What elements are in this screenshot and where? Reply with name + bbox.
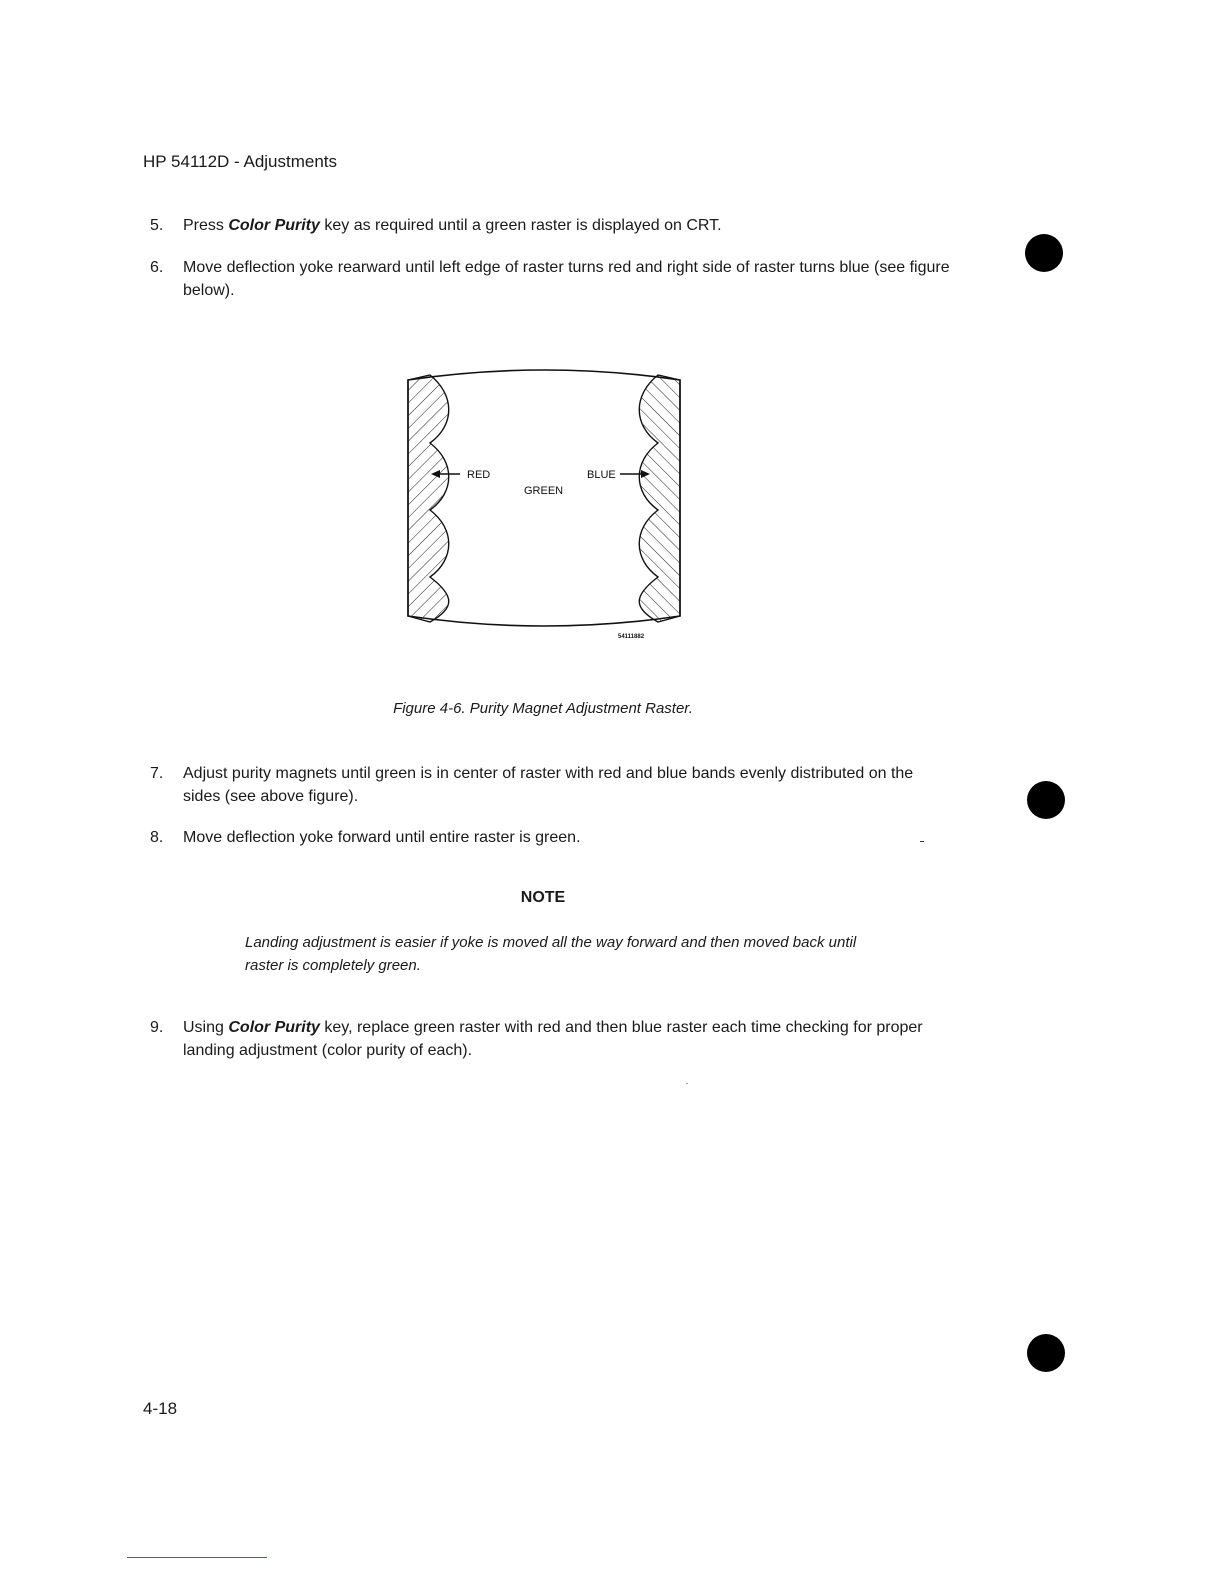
step-number: 7. xyxy=(150,765,164,782)
figure-reference-code: 54111882 xyxy=(618,634,645,640)
step-text xyxy=(183,214,953,237)
note-text: Landing adjustment is easier if yoke is moved all the way forward and then moved back until raster is completely green. xyxy=(245,934,857,974)
green-label: GREEN xyxy=(524,485,564,497)
step-text-pre: Press xyxy=(183,217,229,234)
step-text: Move deflection yoke rearward until left edge of raster turns red and right side of raster turns blue (see figure below). xyxy=(183,259,950,299)
page-header: HP 54112D - Adjustments xyxy=(143,152,338,171)
footer-line xyxy=(127,1557,267,1558)
step-text xyxy=(183,1016,953,1062)
step-number: 5. xyxy=(150,217,164,234)
binding-hole-top xyxy=(1025,234,1063,272)
step-text: Move deflection yoke forward until entire raster is green. xyxy=(183,829,581,846)
scan-mark xyxy=(686,1083,688,1084)
step-text: Adjust purity magnets until green is in center of raster with red and blue bands evenly distributed on the sides (see above figure). xyxy=(183,765,914,805)
red-label: RED xyxy=(467,469,491,481)
step-number: 9. xyxy=(150,1019,164,1036)
color-purity-key: Color Purity xyxy=(228,217,320,234)
page-number: 4-18 xyxy=(143,1399,178,1418)
color-purity-key: Color Purity xyxy=(228,1019,320,1036)
step-text-post: key, replace green raster with red and then blue raster each time checking for proper landing adjustment (color purity of each). xyxy=(183,1019,923,1059)
blue-band xyxy=(639,375,680,622)
step-number: 6. xyxy=(150,259,164,276)
purity-raster-figure xyxy=(400,360,690,650)
blue-label: BLUE xyxy=(587,469,616,481)
step-number: 8. xyxy=(150,829,164,846)
red-band xyxy=(408,375,449,622)
scan-mark xyxy=(920,841,924,842)
figure-caption: Figure 4-6. Purity Magnet Adjustment Raster. xyxy=(393,700,693,717)
step-text-post: key as required until a green raster is displayed on CRT. xyxy=(319,217,722,234)
step-text-pre: Using xyxy=(183,1019,229,1036)
note-title: NOTE xyxy=(520,889,566,906)
binding-hole-bottom xyxy=(1027,1334,1065,1372)
binding-hole-middle xyxy=(1027,781,1065,819)
